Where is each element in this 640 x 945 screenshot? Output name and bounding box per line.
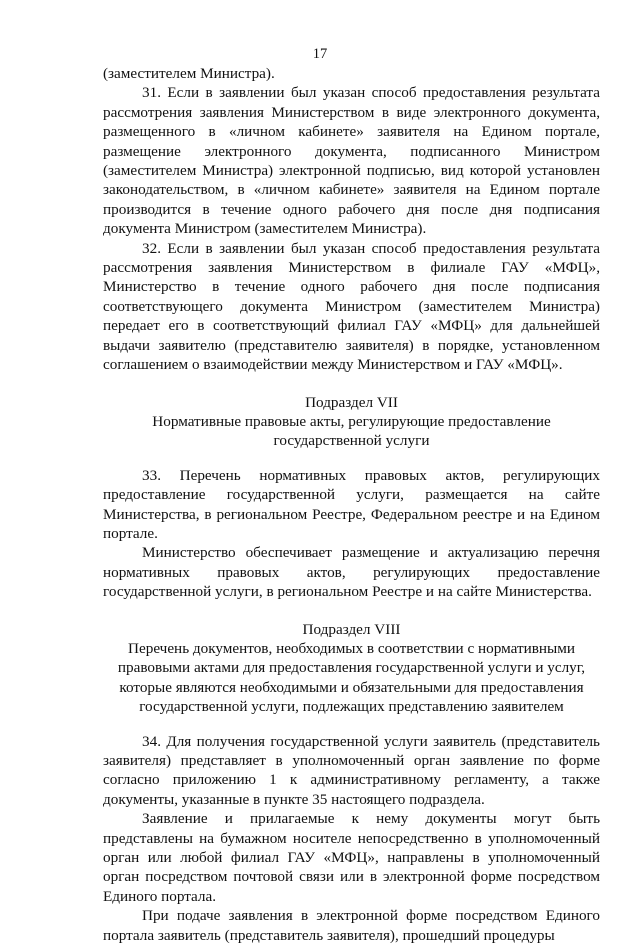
subsection-8-title-line-1: Перечень документов, необходимых в соответствии с нормативными: [128, 639, 575, 657]
paragraph-34-third: При подаче заявления в электронной форме посредством Единого портала заявитель (представитель заявителя), прошедший процедуры: [103, 907, 600, 944]
subsection-7-title-line-1: Нормативные правовые акты, регулирующие предоставление: [152, 412, 551, 430]
subsection-8-title-line-4: государственной услуги, подлежащих представлению заявителем: [139, 698, 564, 716]
paragraph-34: 34. Для получения государственной услуги заявитель (представитель заявителя) представляет в уполномоченный орган заявление по форме согласно приложению 1 к административному регламенту, а также документы, указанные в пункте 35 настоящего подраздела.: [103, 732, 600, 808]
subsection-7-heading: [103, 393, 600, 451]
paragraph-continuation: (заместителем Министра).: [103, 65, 275, 82]
subsection-8-label: Подраздел VIII: [302, 620, 401, 638]
paragraph-32: 32. Если в заявлении был указан способ предоставления результата рассмотрения заявления Министерством в филиале ГАУ «МФЦ», Министерство в течение одного рабочего дня после подписания соответствующего документа Министром (заместителем Министра) передает его в соответствующий филиал ГАУ «МФЦ» для дальнейшей выдачи заявителю (представителю заявителя) в порядке, установленном соглашением о взаимодействии между Министерством и ГАУ «МФЦ».: [103, 239, 600, 374]
document-body: [103, 64, 600, 945]
subsection-7-label: Подраздел VII: [305, 393, 398, 411]
paragraph-33: 33. Перечень нормативных правовых актов, регулирующих предоставление государственной услуги, размещается на сайте Министерства, в региональном Реестре, Федеральном реестре и на Едином портале.: [103, 466, 600, 542]
paragraph-31: 31. Если в заявлении был указан способ предоставления результата рассмотрения заявления Министерством в виде электронного документа, размещенного в «личном кабинете» заявителя на Едином портале, размещение электронного документа, подписанного Министром (заместителем Министра) электронной подписью, вид которой установлен законодательством, в «личном кабинете» заявителя на Едином портале производится в течение одного рабочего дня после дня подписания документа Министром (заместителем Министра).: [103, 84, 600, 238]
subsection-7-title-line-2: государственной услуги: [273, 432, 430, 450]
subsection-8-title-line-3: которые являются необходимыми и обязательными для предоставления: [119, 678, 584, 696]
paragraph-33-second: Министерство обеспечивает размещение и актуализацию перечня нормативных правовых актов, регулирующих предоставление государственной услуги, в региональном Реестре и на сайте Министерства.: [103, 544, 600, 601]
page-number: 17: [312, 46, 328, 62]
subsection-8-title-line-2: правовыми актами для предоставления государственной услуги и услуг,: [117, 659, 586, 677]
subsection-8-heading: [103, 620, 600, 717]
paragraph-34-second: Заявление и прилагаемые к нему документы могут быть представлены на бумажном носителе непосредственно в уполномоченный орган или любой филиал ГАУ «МФЦ», направлены в уполномоченный орган посредством почтовой связи или в электронной форме посредством Единого портала.: [103, 810, 600, 905]
